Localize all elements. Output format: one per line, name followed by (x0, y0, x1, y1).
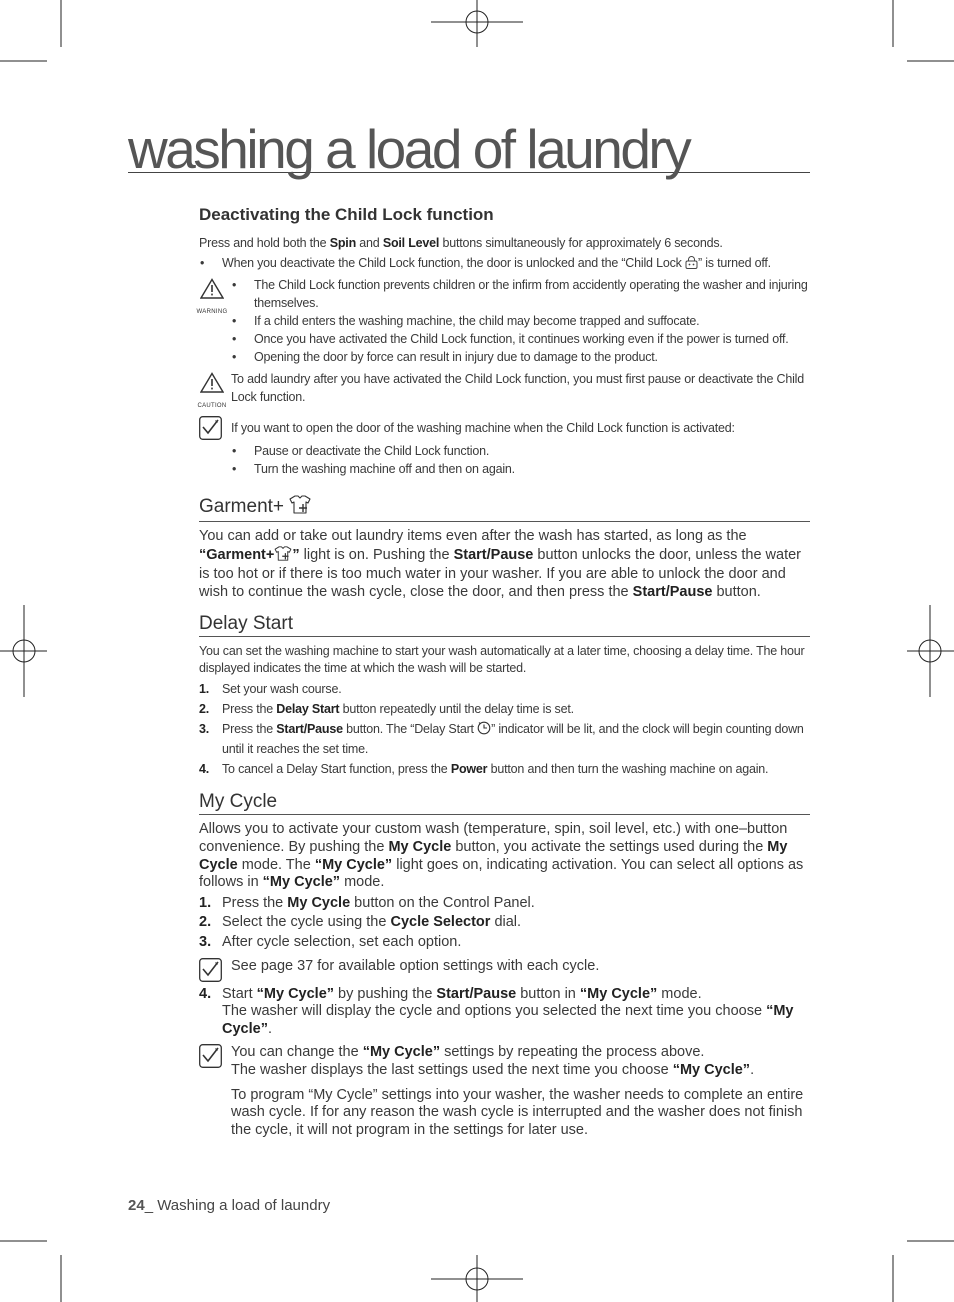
my-cycle-step: 4. Start “My Cycle” by pushing the Start/Pause button in “My Cycle” mode. The washer will display the cycle and options you selected the next time you choose “My Cycle”. (199, 985, 794, 1037)
page-footer (128, 1197, 330, 1214)
page-content (196, 205, 810, 1139)
caution-label: CAUTION (197, 403, 227, 409)
delay-start-heading: Delay Start (199, 613, 810, 637)
my-cycle-step: 2. Select the cycle using the Cycle Selector dial. (199, 914, 522, 931)
note-icon (199, 958, 222, 988)
my-cycle-steps (199, 895, 810, 952)
caution-block (197, 370, 810, 409)
note-item: • Pause or deactivate the Child Lock function. (231, 442, 810, 460)
my-cycle-note-2 (199, 1044, 810, 1139)
note-line: The washer displays the last settings used the next time you choose “My Cycle”. (231, 1061, 755, 1078)
note-icon (199, 416, 222, 445)
warning-block (196, 276, 810, 366)
caution-icon (195, 372, 229, 415)
note-text: If you want to open the door of the washing machine when the Child Lock function is activated: (231, 421, 735, 435)
child-lock-heading: Deactivating the Child Lock function (199, 205, 494, 224)
child-lock-note (199, 416, 810, 478)
page-number: 24 (128, 1197, 145, 1214)
garment-plus-inline-icon (274, 546, 292, 567)
my-cycle-step-4 (199, 986, 810, 1039)
my-cycle-note (199, 958, 810, 982)
delay-step: 3. Press the Start/Pause button. The “Delay Start ” indicator will be lit, and the clock will begin counting down until it reaches the set time. (199, 722, 804, 757)
note-icon (199, 1044, 222, 1074)
warning-label: WARNING (196, 309, 228, 315)
warning-item: • Opening the door by force can result in injury due to damage to the product. (231, 348, 810, 366)
note-list (231, 442, 810, 478)
page-title: washing a load of laundry (128, 118, 810, 173)
my-cycle-intro: Allows you to activate your custom wash (temperature, spin, soil level, etc.) with one–button convenience. By pushing the My Cycle button, you activate the settings used during the My Cycle mode. The “My Cycle” light goes on, indicating activation. You can select all options as follows in “My Cycle” mode. (199, 821, 804, 891)
delay-start-intro: You can set the washing machine to start your wash automatically at a later time, choosing a delay time. The hour displayed indicates the time at which the wash will be started. (199, 644, 805, 676)
note-line: You can change the “My Cycle” settings by repeating the process above. (231, 1044, 705, 1061)
child-lock-icon (685, 256, 698, 274)
garment-plus-icon (289, 495, 311, 520)
delay-start-clock-icon (477, 721, 491, 740)
warning-icon (195, 278, 229, 321)
footer-text: _ Washing a load of laundry (144, 1197, 331, 1214)
my-cycle-heading: My Cycle (199, 791, 810, 815)
warning-item: • The Child Lock function prevents children or the infirm from accidently operating the washer and injuring themselves. (231, 276, 810, 312)
note-text: See page 37 for available option settings with each cycle. (231, 957, 600, 974)
delay-start-steps (199, 680, 810, 778)
delay-step: 1. Set your wash course. (199, 682, 342, 697)
warning-item: • Once you have activated the Child Lock function, it continues working even if the power is turned off. (231, 330, 810, 348)
note-item: • Turn the washing machine off and then on again. (231, 460, 810, 478)
my-cycle-step: 1. Press the My Cycle button on the Control Panel. (199, 894, 535, 911)
warning-list (231, 276, 810, 366)
delay-step: 2. Press the Delay Start button repeatedly until the delay time is set. (199, 702, 574, 717)
child-lock-bullet-list (199, 254, 810, 274)
garment-body: You can add or take out laundry items even after the wash has started, as long as the “Garment+ ” light is on. Pushing the Start/Pause button unlocks the door, unless the water is too hot or if there is too much water in your washer. If you are able to unlock the door and wish to continue the wash cycle, close the door, and then press the Start/Pause button. (199, 528, 801, 600)
child-lock-bullet: • When you deactivate the Child Lock function, the door is unlocked and the “Child Lock ” is turned off. (199, 254, 810, 274)
child-lock-intro: Press and hold both the Spin and Soil Level buttons simultaneously for approximately 6 seconds. (199, 236, 723, 250)
note-paragraph: To program “My Cycle” settings into your washer, the washer needs to complete an entire wash cycle. If for any reason the wash cycle is interrupted and the washer does not finish the cycle, it will not program in the settings for later use. (231, 1086, 804, 1138)
warning-item: • If a child enters the washing machine, the child may become trapped and suffocate. (231, 312, 810, 330)
delay-step: 4. To cancel a Delay Start function, press the Power button and then turn the washing machine on again. (199, 762, 769, 777)
caution-text: To add laundry after you have activated the Child Lock function, you must first pause or deactivate the Child Lock function. (231, 372, 804, 404)
garment-heading: Garment+ (199, 495, 810, 522)
my-cycle-step: 3. After cycle selection, set each option. (199, 933, 462, 950)
